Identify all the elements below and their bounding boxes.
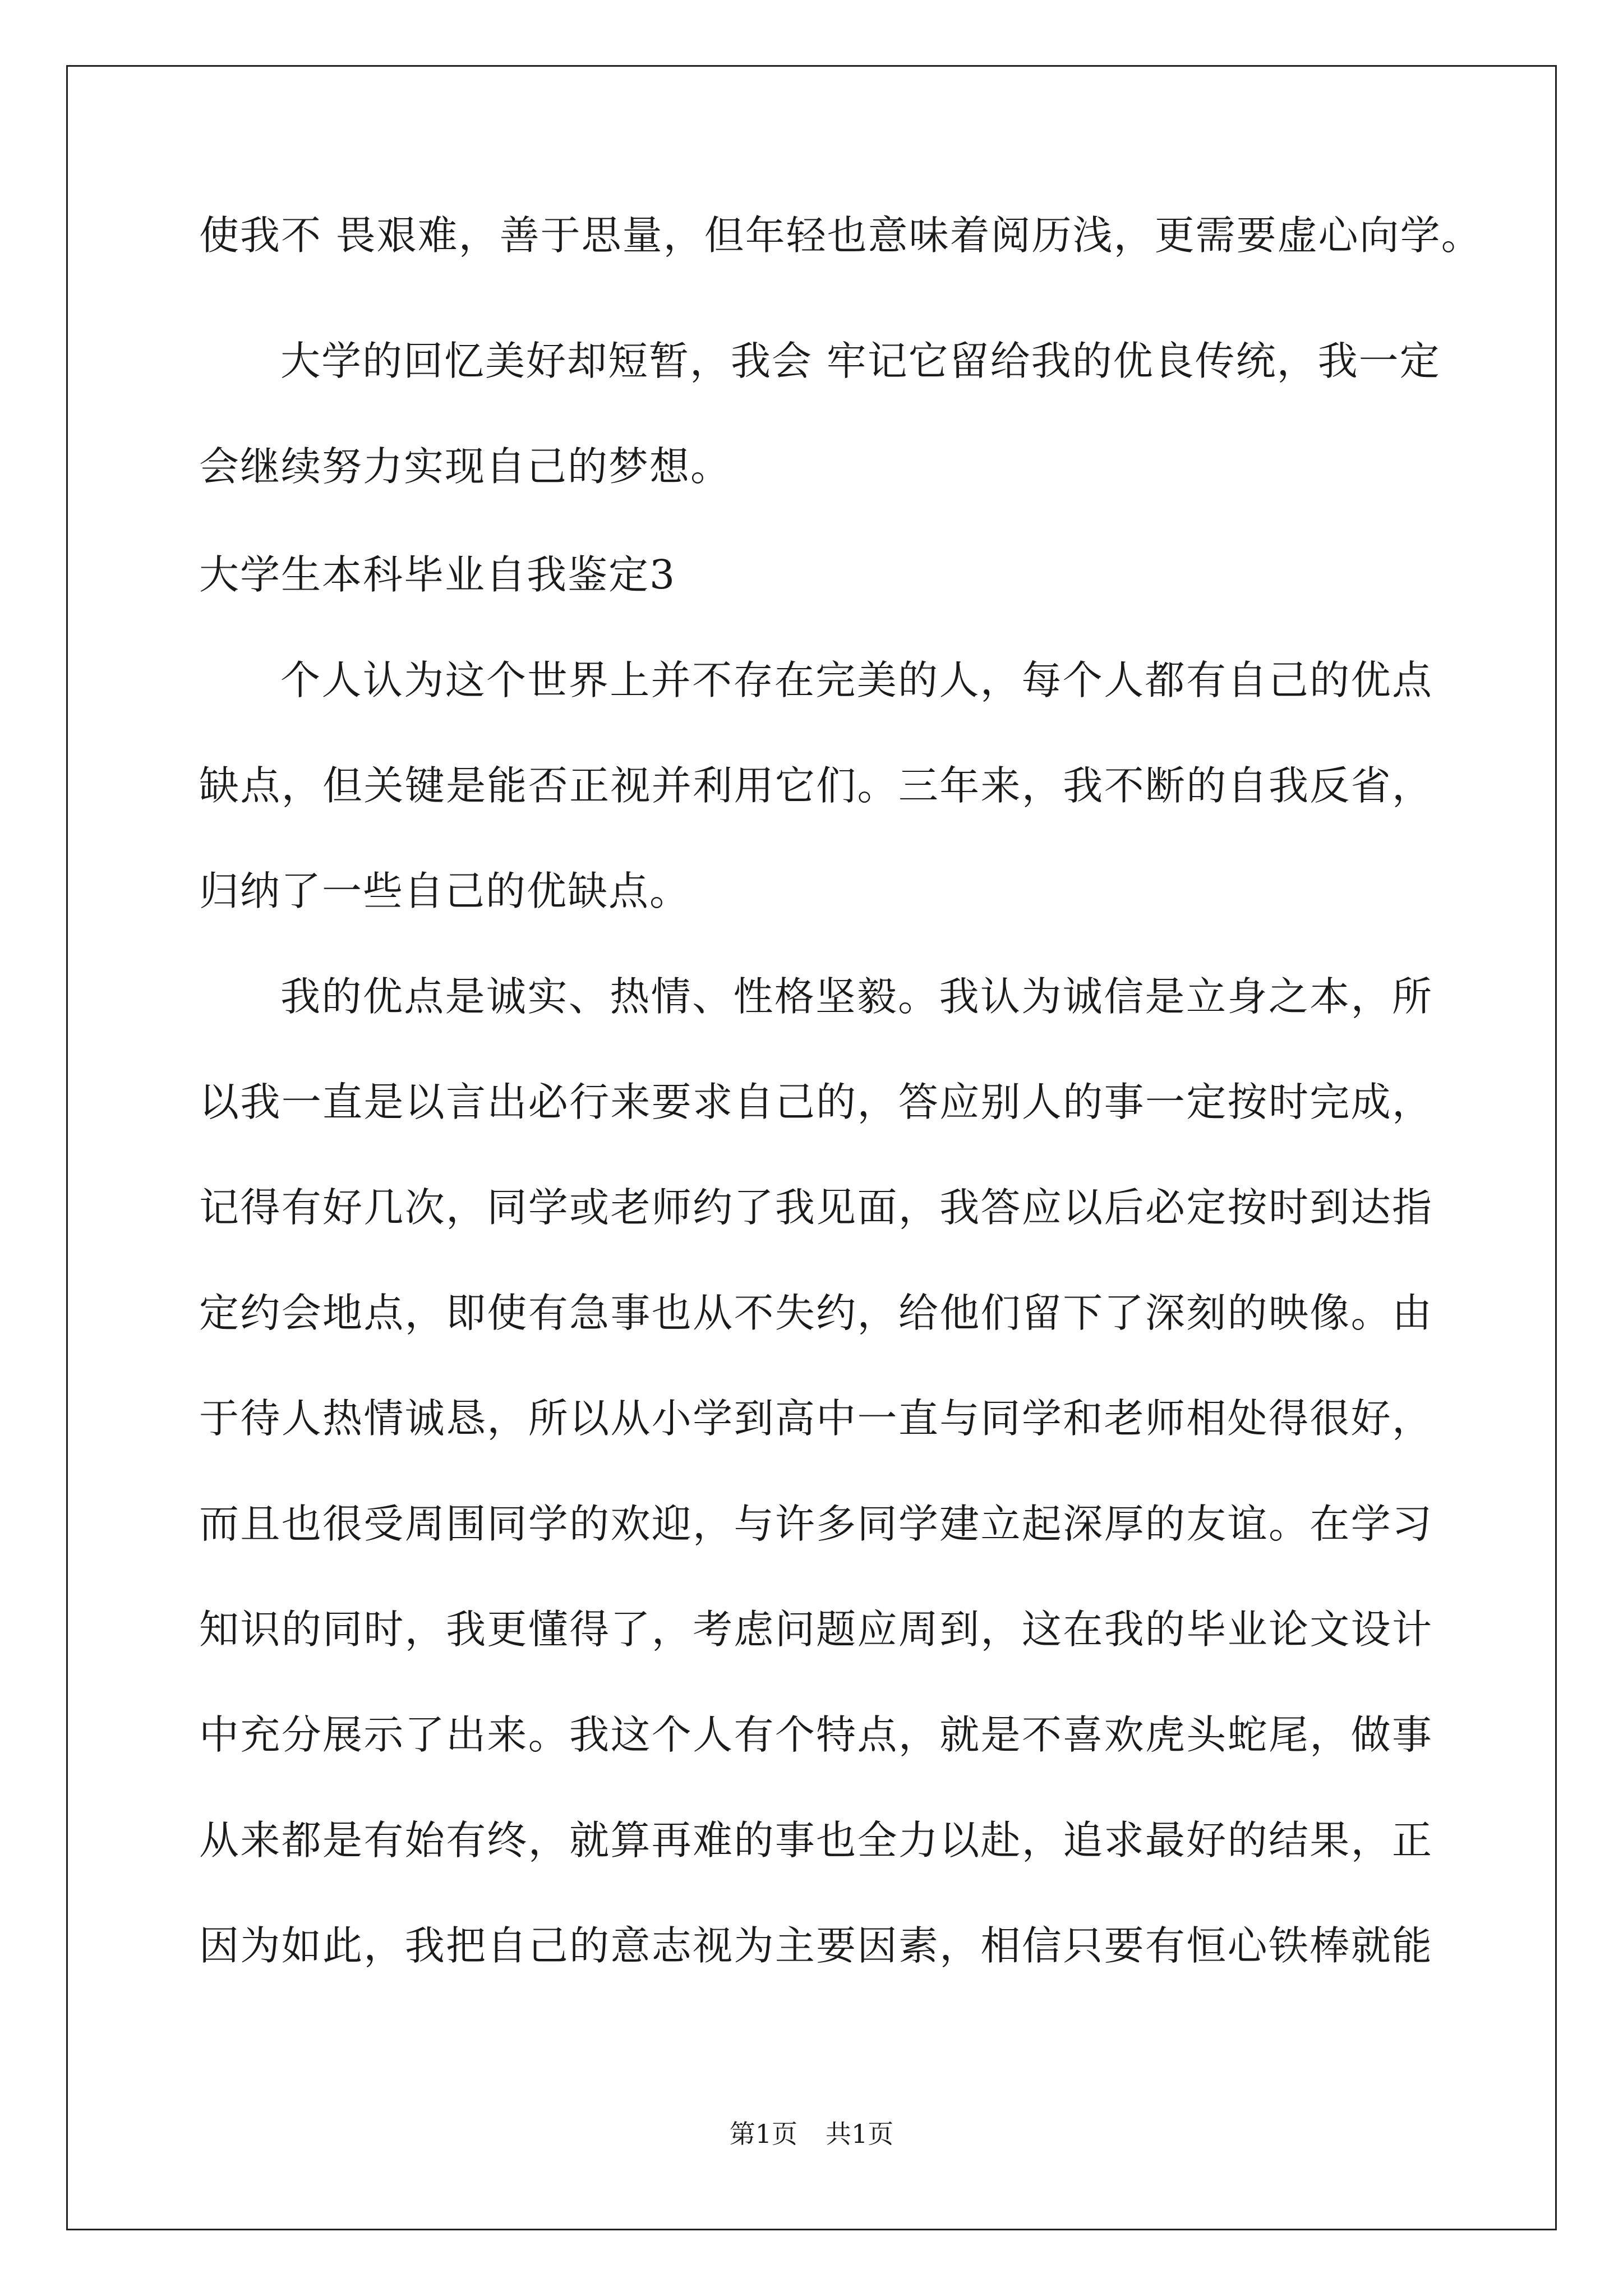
text-line-3: 会继续努力实现自己的梦想。 — [199, 443, 732, 490]
text-line-12: 于待人热情诚恳，所以从小学到高中一直与同学和老师相处得很好， — [199, 1395, 1433, 1442]
section-heading: 大学生本科毕业自我鉴定3 — [199, 551, 676, 598]
page-footer — [0, 2117, 1623, 2151]
text-line-14: 知识的同时，我更懂得了，考虑问题应周到，这在我的毕业论文设计 — [199, 1606, 1433, 1653]
text-line-13: 而且也很受周围同学的欢迎，与许多同学建立起深厚的友谊。在学习 — [199, 1501, 1433, 1547]
text-line-10: 记得有好几次，同学或老师约了我见面，我答应以后必定按时到达指 — [199, 1184, 1433, 1231]
text-line-8: 我的优点是诚实、热情、性格坚毅。我认为诚信是立身之本，所 — [280, 973, 1433, 1020]
text-line-5: 个人认为这个世界上并不存在完美的人，每个人都有自己的优点 — [280, 657, 1433, 703]
text-line-11: 定约会地点，即使有急事也从不失约，给他们留下了深刻的映像。由 — [199, 1290, 1433, 1336]
text-line-6: 缺点，但关键是能否正视并利用它们。三年来，我不断的自我反省， — [199, 762, 1433, 809]
text-line-1: 使我不 畏艰难，善于思量，但年轻也意味着阅历浅，更需要虚心向学。 — [199, 212, 1482, 259]
page-total: 共1页 — [826, 2119, 894, 2149]
page-number: 第1页 — [729, 2119, 797, 2149]
text-line-7: 归纳了一些自己的优缺点。 — [199, 868, 691, 914]
text-line-2: 大学的回忆美好却短暂，我会 牢记它留给我的优良传统，我一定 — [280, 338, 1441, 384]
text-line-16: 从来都是有始有终，就算再难的事也全力以赴，追求最好的结果，正 — [199, 1817, 1433, 1864]
text-line-17: 因为如此，我把自己的意志视为主要因素，相信只要有恒心铁棒就能 — [199, 1922, 1433, 1969]
text-line-15: 中充分展示了出来。我这个人有个特点，就是不喜欢虎头蛇尾，做事 — [199, 1711, 1433, 1758]
page-border — [66, 65, 1557, 2230]
text-line-9: 以我一直是以言出必行来要求自己的，答应别人的事一定按时完成， — [199, 1079, 1433, 1125]
